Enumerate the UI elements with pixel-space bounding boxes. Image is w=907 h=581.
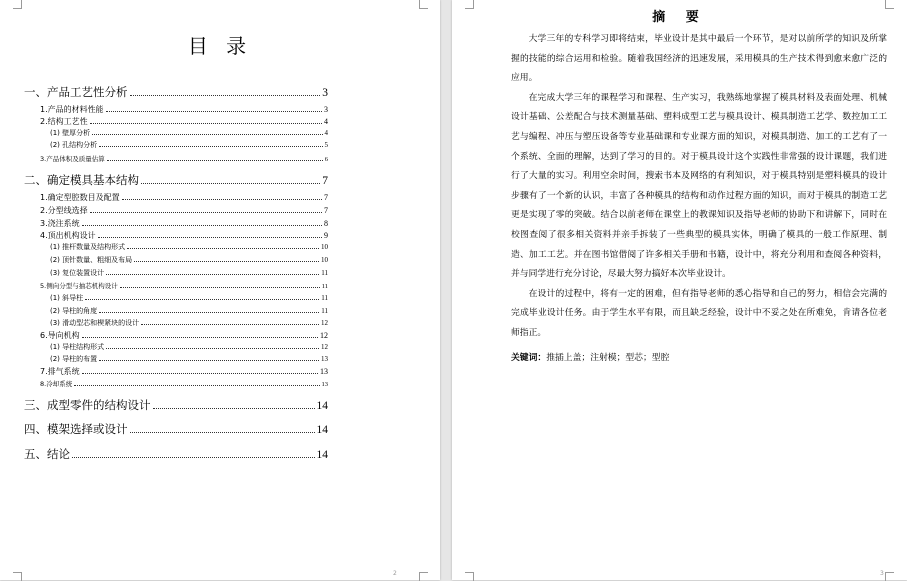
toc-entry[interactable]: 3.浇注系统 8 [40,219,328,228]
page-number: 3 [880,570,884,577]
crop-mark [419,0,428,9]
toc-entry[interactable]: 4.顶出机构设计 9 [40,231,328,240]
toc-entry[interactable]: 2.分型线选择 7 [40,206,328,215]
toc-entry[interactable]: 1.产品的材料性能 3 [40,105,328,114]
toc-entry[interactable]: (2) 孔结构分析 5 [50,141,328,149]
abstract-body [511,30,887,344]
toc-entry[interactable]: 一、产品工艺性分析 3 [24,85,328,99]
toc-entry[interactable]: (3) 滑动型芯和楔紧块的设计 12 [50,319,328,327]
toc-entry[interactable]: 3.产品体积及质量估算 6 [40,155,328,163]
toc-entry[interactable]: 四、模架选择或设计 14 [24,422,328,436]
toc-entry[interactable]: (3) 复位装置设计 11 [50,269,328,277]
toc-entry[interactable]: (2) 导柱的布置 13 [50,355,328,363]
abstract-paragraph: 在完成大学三年的课程学习和课程、生产实习，我熟练地掌握了模具材料及表面处理、机械设计基础、公差配合与技术测量基础、塑料成型工艺与模具设计、模具制造工艺学、数控加工工艺与编程、冲压与塑压设备等专业基础课和专业课方面的知识，对模具制造、加工的工艺有了一个系统、全面的理解，达到了学习的目的。对于模具设计这个实践性非常强的设计课题，我们进行了大量的实习。利用空余时间，搜索书本及网络的有利知识，对于模具特别是塑料模具的设计步骤有了一个新的认识，丰富了各种模具的结构和动作过程方面的知识，而对于模具的制造工艺更是实现了零的突破。结合以前老师在课堂上的教课知识及指导老师的协助下和讲解下，同时在校图查阅了很多相关资料并亲手拆装了一些典型的模具实体，明确了模具的一般工作原理、制造、加工工艺。并在图书馆借阅了许多相关手册和书籍，设计中，将充分利用和查阅各种资料，并与同学进行充分讨论，尽最大努力搞好本次毕业设计。 [511,92,887,280]
abstract-paragraph: 在设计的过程中，将有一定的困难，但有指导老师的悉心指导和自己的努力，相信会完满的完成毕业设计任务。由于学生水平有限，而且缺乏经验，设计中不妥之处在所难免，肯请各位老师指正。 [511,288,887,338]
toc-entry[interactable]: (1) 推杆数量及结构形式 10 [50,243,328,251]
toc-entry[interactable]: 7.排气系统 13 [40,367,328,376]
keywords-text: 推插上盖；注射模；型芯；型腔 [546,353,670,363]
toc-entry[interactable]: 三、成型零件的结构设计 14 [24,398,328,412]
toc-entry[interactable]: 2.结构工艺性 4 [40,117,328,126]
toc-entry[interactable]: (1) 斜导柱 11 [50,294,328,302]
toc-entry[interactable]: (2) 导柱的角度 11 [50,307,328,315]
abstract-title: 摘 要 [652,10,707,25]
keywords-line [511,350,887,366]
toc-entry[interactable]: (1) 导柱结构形式 12 [50,343,328,351]
toc-title: 目 录 [187,34,253,58]
toc-entry[interactable]: 6.导向机构 12 [40,331,328,340]
toc-entry[interactable]: (1) 壁厚分析 4 [50,129,328,137]
page-number: 2 [393,570,397,577]
abstract-paragraph: 大学三年的专科学习即将结束，毕业设计是其中最后一个环节，是对以前所学的知识及所掌握的技能的综合运用和检验。随着我国经济的迅速发展，采用模具的生产技术得到愈来愈广泛的应用。 [511,34,887,84]
toc-entry[interactable]: 8.冷却系统 13 [40,380,328,388]
toc-entry[interactable]: 1.确定型腔数目及配置 7 [40,193,328,202]
toc-entry[interactable]: 五、结论 14 [24,447,328,461]
keywords-label: 关键词： [511,353,547,363]
toc-entry[interactable]: (2) 顶针数量、粗细及布局 10 [50,256,328,264]
crop-mark [13,0,22,9]
toc-entry[interactable]: 二、确定模具基本结构 7 [24,173,328,187]
toc-entry[interactable]: 5.侧向分型与抽芯机构设计 11 [40,282,328,290]
